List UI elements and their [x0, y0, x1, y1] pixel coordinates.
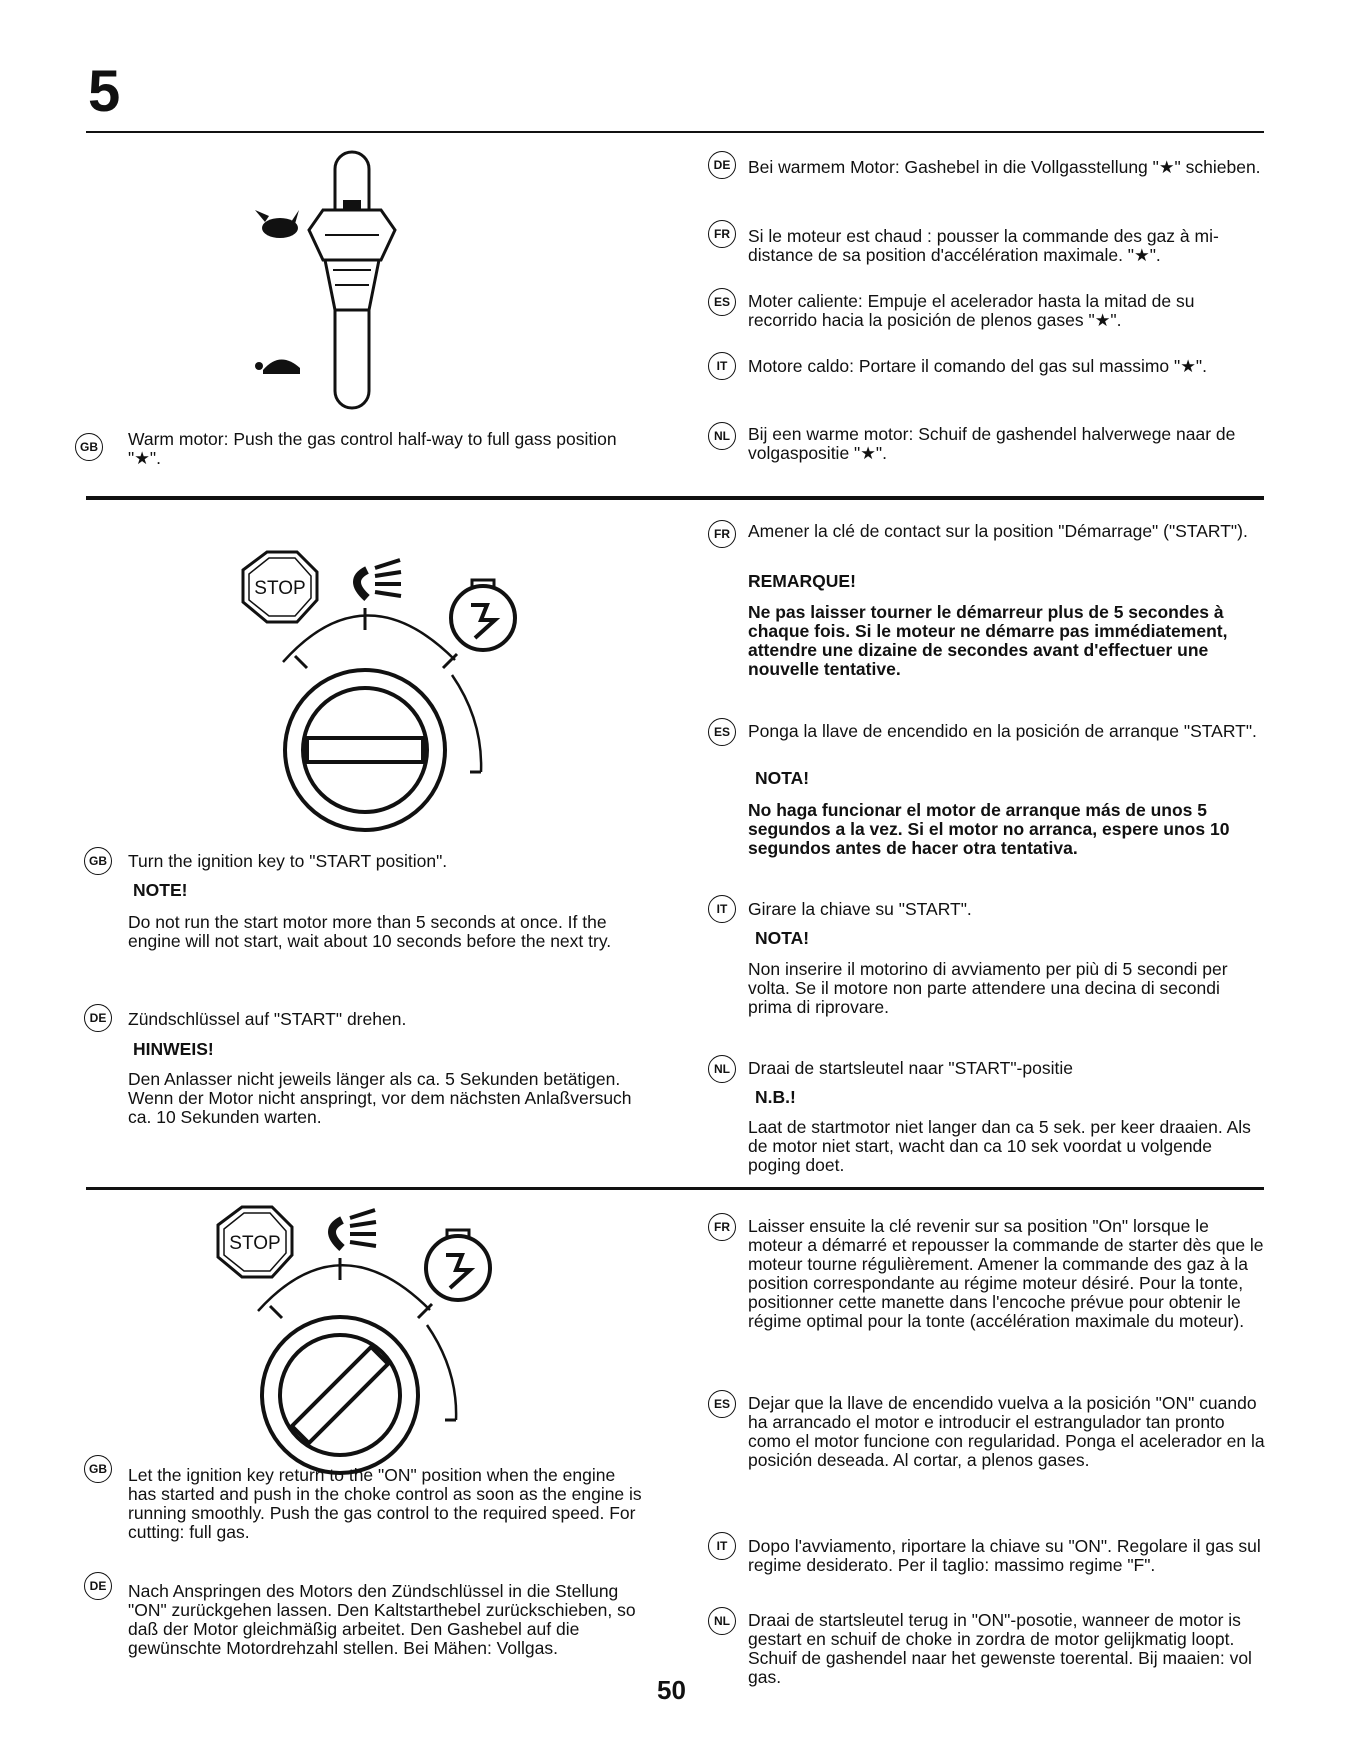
s2-gb-note-text: Do not run the start motor more than 5 seconds at once. If the engine will not start, wait about 10 seconds before the next try. — [128, 912, 612, 951]
lang-badge-it-2: IT — [708, 895, 736, 923]
lang-badge-fr-2: FR — [708, 520, 736, 548]
lang-badge-de-2: DE — [84, 1004, 112, 1032]
s1-it-text: Motore caldo: Portare il comando del gas sul massimo "★". — [748, 356, 1207, 376]
divider-lower — [86, 1187, 1264, 1190]
s1-fr-text: Si le moteur est chaud : pousser la commande des gaz à mi-distance de sa position d'accélération maximale. "★". — [748, 226, 1219, 265]
s2-it-note-label: NOTA! — [755, 928, 810, 948]
s3-gb-text: Let the ignition key return to the "ON" position when the engine has started and push in the choke control as soon as the engine is running smoothly. Push the gas control to the required speed. For cutting: full gas. — [128, 1465, 642, 1542]
lang-badge-it: IT — [708, 352, 736, 380]
s3-nl-text: Draai de startsleutel terug in "ON"-posotie, wanneer de motor is gestart en schuif de choke in zordra de motor gelijkmatig loopt. Schuif de gashendel naar het gewenste toerental. Bij maaien: vol gas. — [748, 1610, 1252, 1687]
ignition-start-diagram — [225, 550, 545, 830]
stop-label-2: STOP — [229, 1233, 281, 1254]
s2-it-note-text: Non inserire il motorino di avviamento per più di 5 secondi per volta. Se il motore non parte attendere una decina di secondi prima di riprovare. — [748, 959, 1228, 1017]
headlight-icon — [357, 560, 401, 598]
lang-badge-nl: NL — [708, 422, 736, 450]
ignition-key-dial — [285, 670, 445, 830]
lang-badge-de: DE — [708, 151, 736, 179]
lang-badge-gb-2: GB — [84, 847, 112, 875]
section-number: 5 — [88, 59, 121, 124]
s3-de-text: Nach Anspringen des Motors den Zündschlüssel in die Stellung "ON" zurückgehen lassen. Den Kaltstarthebel zurückschieben, so daß der Motor gleichmäßig arbeitet. Den Gashebel auf die gewünschte Motordrehzahl stellen. Bei Mähen: Vollgas. — [128, 1581, 636, 1658]
s2-gb-text: Turn the ignition key to "START position". — [128, 851, 448, 871]
tortoise-icon — [255, 359, 300, 374]
divider-middle — [86, 496, 1264, 500]
s2-es-note-label: NOTA! — [755, 768, 810, 788]
s1-es-text: Moter caliente: Empuje el acelerador hasta la mitad de su recorrido hacia la posición de plenos gases "★". — [748, 291, 1195, 330]
s2-it-text: Girare la chiave su "START". — [748, 899, 972, 919]
s2-fr-note-label: REMARQUE! — [748, 571, 856, 591]
lang-badge-it-3: IT — [708, 1532, 736, 1560]
lang-badge-de-3: DE — [84, 1572, 112, 1600]
s2-de-text: Zündschlüssel auf "START" drehen. — [128, 1009, 407, 1029]
lang-badge-fr: FR — [708, 220, 736, 248]
lang-badge-es: ES — [708, 288, 736, 316]
s3-es-text: Dejar que la llave de encendido vuelva a la posición "ON" cuando ha arrancado el motor e introducir el estrangulador tan pronto como el motor funcione con regularidad. Ponga el acelerador en la posición deseada. Al cortar, a plenos gases. — [748, 1393, 1265, 1470]
headlight-icon — [332, 1210, 376, 1248]
divider-top — [86, 131, 1264, 133]
lang-badge-nl-2: NL — [708, 1055, 736, 1083]
s2-es-note-text: No haga funcionar el motor de arranque más de unos 5 segundos a la vez. Si el motor no arranca, espere unos 10 segundos antes de hacer otra tentativa. — [748, 800, 1230, 858]
s3-it-text: Dopo l'avviamento, riportare la chiave su "ON". Regolare il gas sul regime desiderato. Per il taglio: massimo regime "F". — [748, 1536, 1261, 1575]
lang-badge-fr-3: FR — [708, 1213, 736, 1241]
s2-nl-note-label: N.B.! — [755, 1087, 796, 1107]
lang-badge-nl-3: NL — [708, 1607, 736, 1635]
lang-badge-gb-3: GB — [84, 1455, 112, 1483]
s1-gb-text: Warm motor: Push the gas control half-way to full gass position "★". — [128, 429, 617, 468]
start-icon — [451, 580, 515, 650]
start-icon — [426, 1230, 490, 1300]
s2-nl-note-text: Laat de startmotor niet langer dan ca 5 sek. per keer draaien. Als de motor niet start, wacht dan ca 10 sek voordat u volgende poging doet. — [748, 1117, 1251, 1175]
s2-gb-note-label: NOTE! — [133, 880, 188, 900]
s2-de-note-text: Den Anlasser nicht jeweils länger als ca. 5 Sekunden betätigen. Wenn der Motor nicht anspringt, vor dem nächsten Anlaßversuch ca. 10 Sekunden warten. — [128, 1069, 632, 1127]
stop-label: STOP — [254, 578, 306, 599]
page-number: 50 — [657, 1675, 686, 1705]
s1-de-text: Bei warmem Motor: Gashebel in die Vollgasstellung "★" schieben. — [748, 157, 1261, 177]
s1-nl-text: Bij een warme motor: Schuif de gashendel halverwege naar de volgaspositie "★". — [748, 424, 1236, 463]
lang-badge-es-3: ES — [708, 1390, 736, 1418]
s3-fr-text: Laisser ensuite la clé revenir sur sa position "On" lorsque le moteur a démarré et repousser la commande de starter dès que le moteur tourne régulièrement. Amener la commande des gaz à la position correspondante au régime moteur désiré. Pour la tonte, positionner cette manette dans l'encoche prévue pour obtenir le régime optimal pour la tonte (accélération maximale du moteur). — [748, 1216, 1264, 1331]
s2-de-note-label: HINWEIS! — [133, 1039, 214, 1059]
lang-badge-es-2: ES — [708, 718, 736, 746]
hare-icon — [255, 210, 299, 238]
ignition-key-dial — [262, 1317, 418, 1473]
ignition-on-diagram — [200, 1205, 520, 1470]
s2-fr-note-text: Ne pas laisser tourner le démarreur plus de 5 secondes à chaque fois. Si le moteur ne démarre pas immédiatement, attendre une dizaine de secondes avant d'effectuer une nouvelle tentative. — [748, 602, 1228, 679]
s2-fr-text: Amener la clé de contact sur la position "Démarrage" ("START"). — [748, 521, 1248, 541]
s2-nl-text: Draai de startsleutel naar "START"-positie — [748, 1058, 1073, 1078]
throttle-lever-diagram — [255, 150, 435, 420]
s2-es-text: Ponga la llave de encendido en la posición de arranque "START". — [748, 721, 1257, 741]
lang-badge-gb: GB — [75, 433, 103, 461]
